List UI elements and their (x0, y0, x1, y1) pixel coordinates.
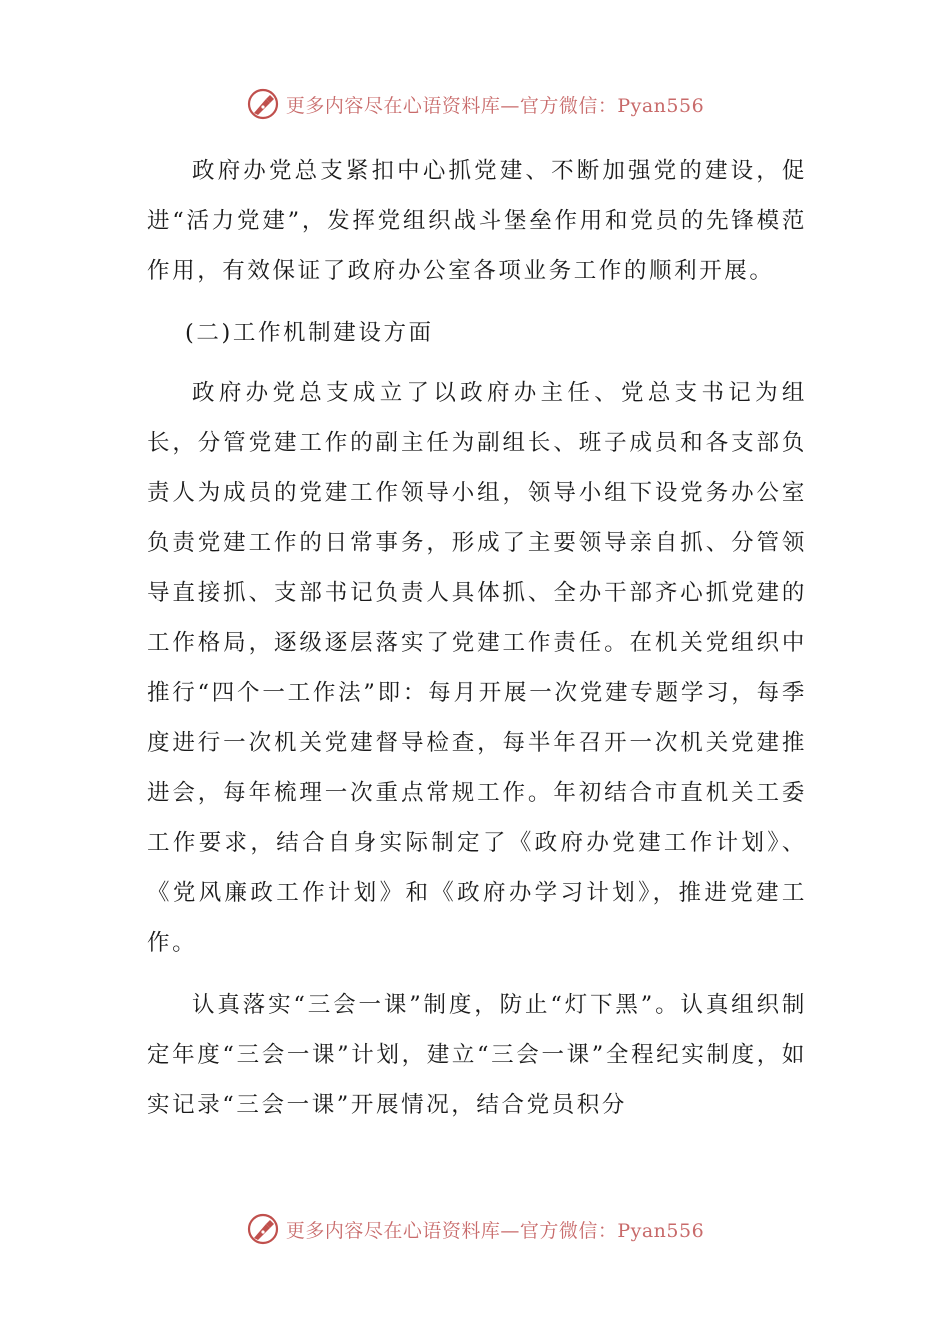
watermark-text: 更多内容尽在心语资料库—官方微信：Pyan556 (285, 94, 705, 117)
footer-watermark-banner (0, 1207, 950, 1251)
paragraph-party-building: 政府办党总支紧扣中心抓党建、不断加强党的建设，促进“活力党建”，发挥党组织战斗堡垒作用和党员的先锋模范作用，有效保证了政府办公室各项业务工作的顺利开展。 (147, 158, 807, 284)
pen-nib-logo-icon (246, 1212, 280, 1246)
paragraph-work-mechanism: 政府办党总支成立了以政府办主任、党总支书记为组长，分管党建工作的副主任为副组长、班子成员和各支部负责人为成员的党建工作领导小组，领导小组下设党务办公室负责党建工作的日常事务，形成了主要领导亲自抓、分管领导直接抓、支部书记负责人具体抓、全办干部齐心抓党建的工作格局，逐级逐层落实了党建工作责任。在机关党组织中推行“四个一工作法”即：每月开展一次党建专题学习，每季度进行一次机关党建督导检查，每半年召开一次机关党建推进会，每年梳理一次重点常规工作。年初结合市直机关工委工作要求，结合自身实际制定了《政府办党建工作计划》、《党风廉政工作计划》和《政府办学习计划》，推进党建工作。 (147, 380, 807, 956)
watermark-text: 更多内容尽在心语资料库—官方微信：Pyan556 (285, 1219, 705, 1242)
pen-nib-logo-icon (246, 87, 280, 121)
document-body (147, 146, 807, 1130)
header-watermark-banner (0, 82, 950, 126)
section-heading: (二)工作机制建设方面 (185, 320, 434, 346)
paragraph-three-meetings: 认真落实“三会一课”制度，防止“灯下黑”。认真组织制定年度“三会一课”计划，建立“三会一课”全程纪实制度，如实记录“三会一课”开展情况，结合党员积分 (147, 992, 807, 1118)
